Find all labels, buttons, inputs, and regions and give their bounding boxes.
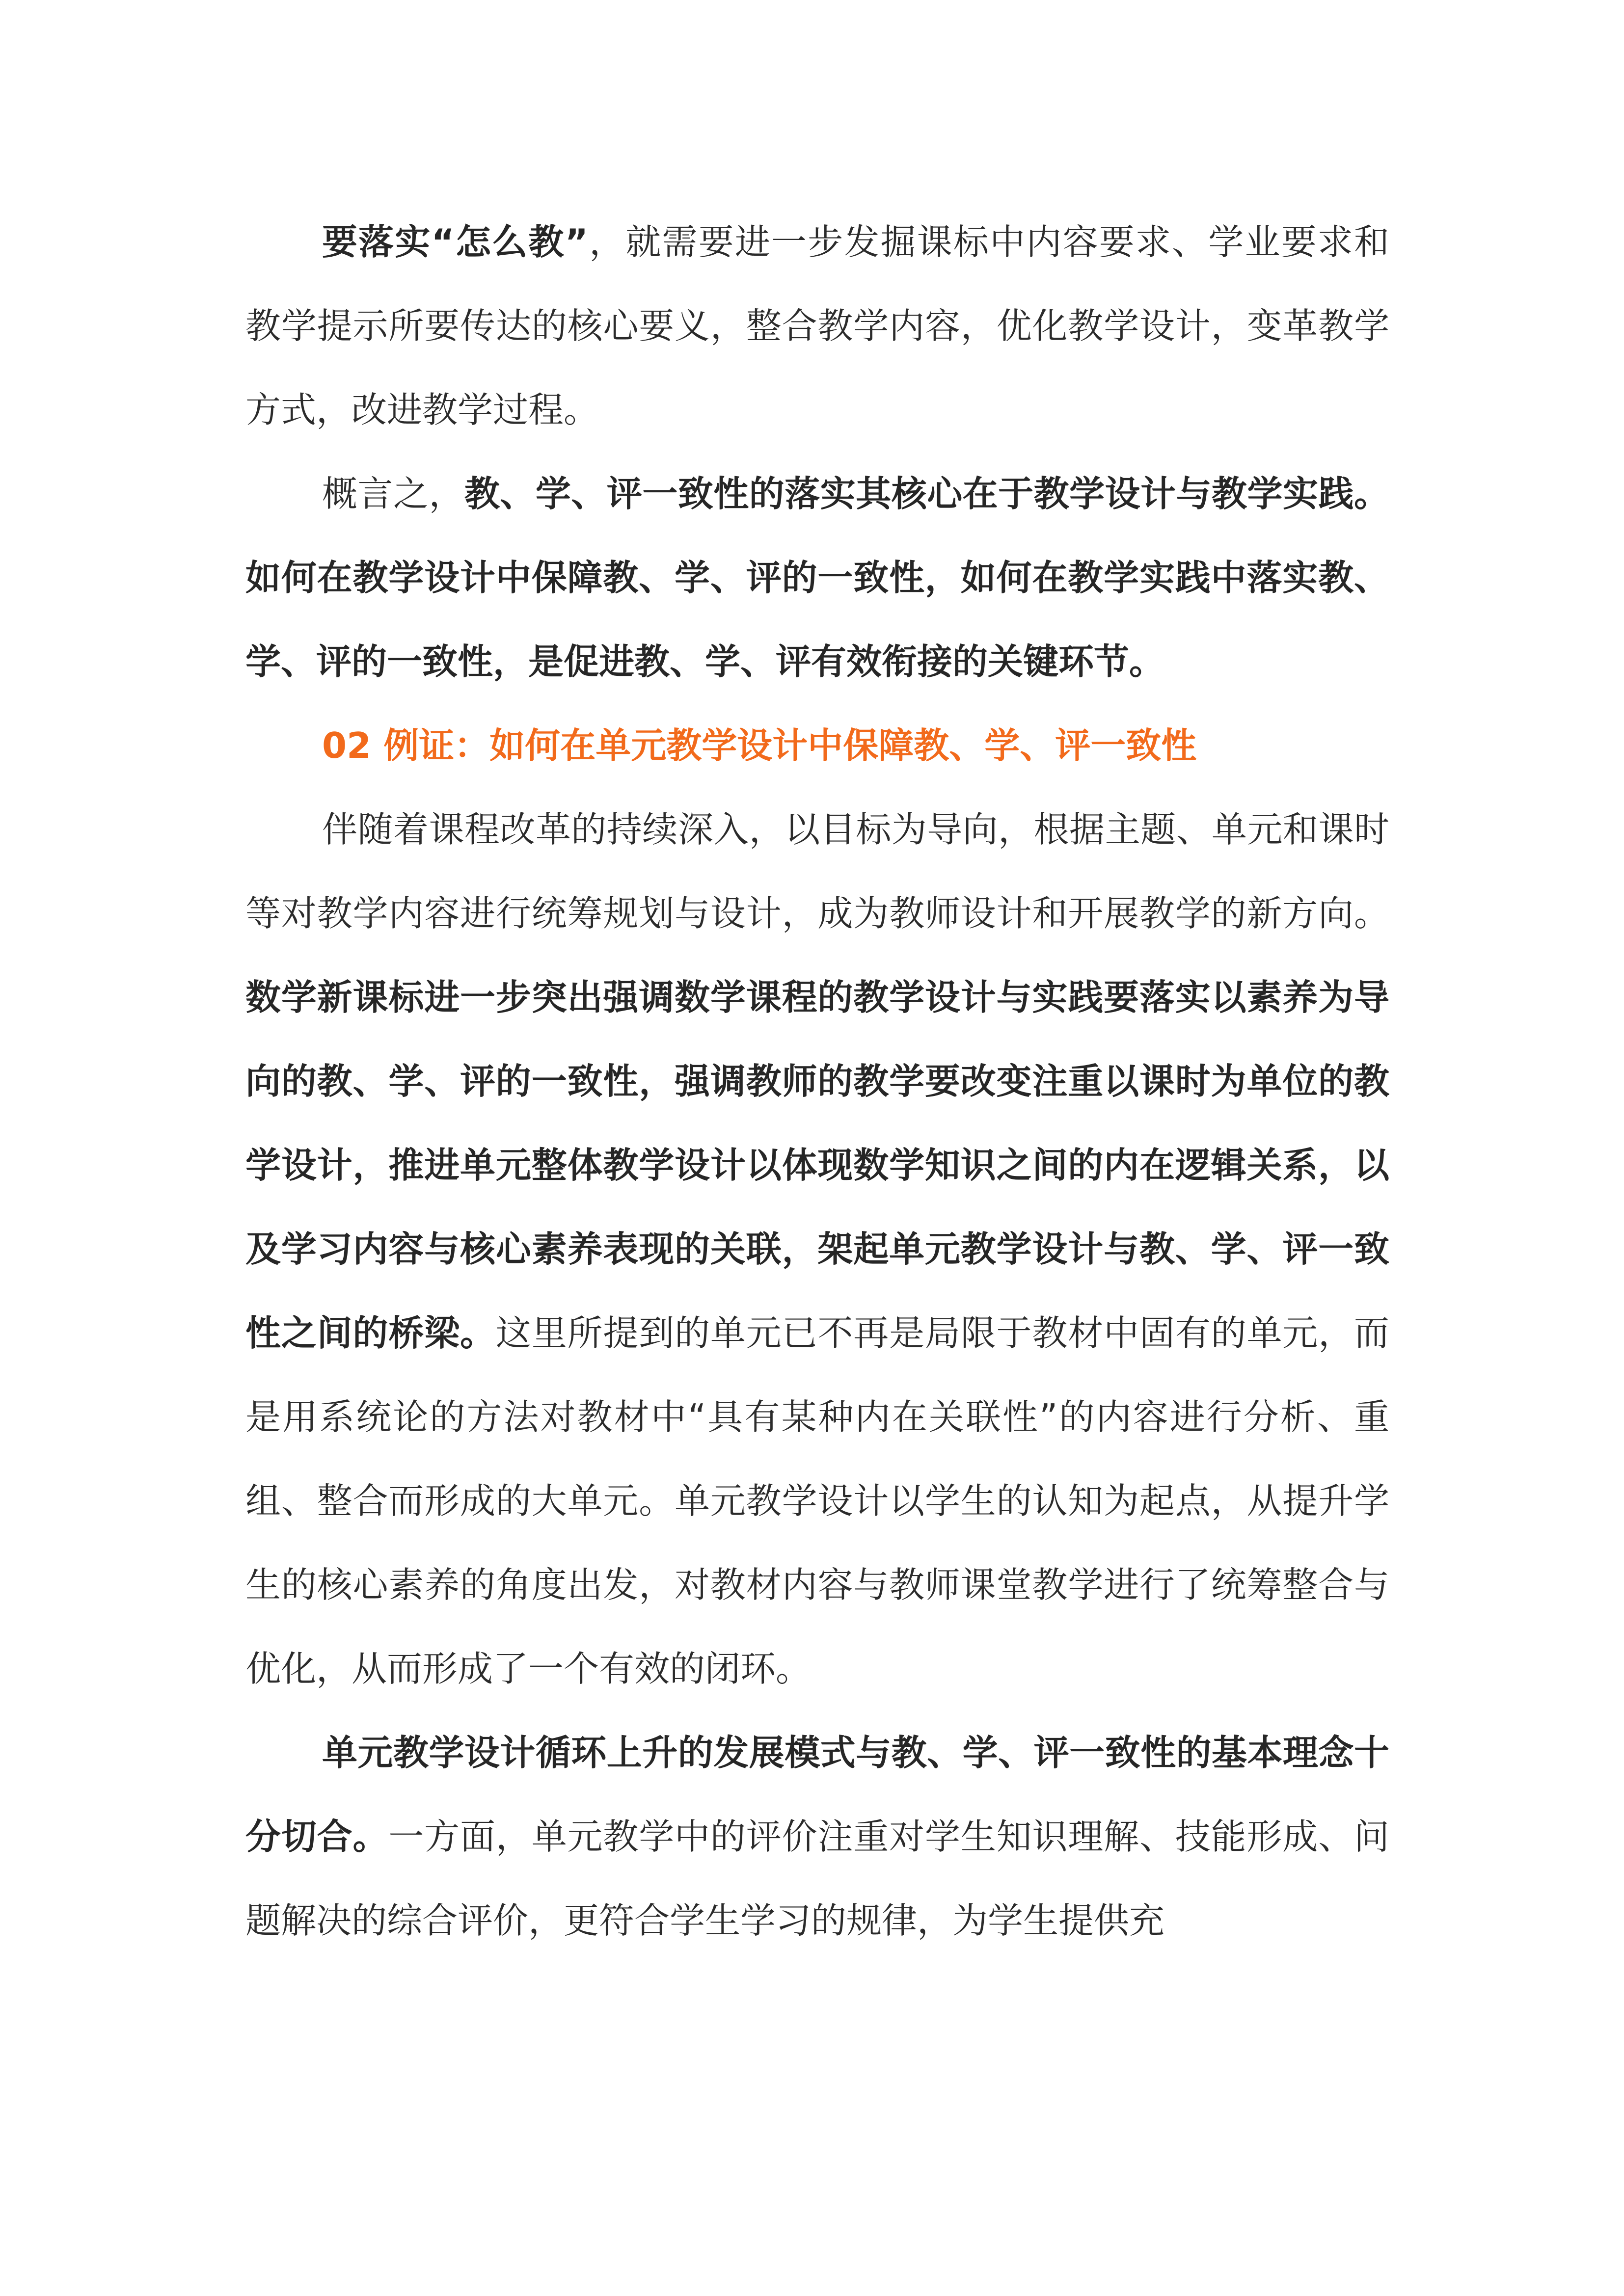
body-text: 概言之， [322, 473, 464, 514]
section-heading: 02 例证：如何在单元教学设计中保障教、学、评一致性 [322, 725, 1197, 766]
body-text: 伴随着课程改革的持续深入，以目标为导向，根据主题、单元和课时等对教学内容进行统筹规划与设计，成为教师设计和开展教学的新方向。 [245, 809, 1389, 934]
paragraph-development-mode [245, 1711, 1389, 1963]
paragraph-how-to-teach [245, 200, 1389, 452]
body-text: 一方面，单元教学中的评价注重对学生知识理解、技能形成、问题解决的综合评价，更符合学生学习的规律，为学生提供充 [245, 1816, 1389, 1941]
paragraph-unit-design [245, 788, 1389, 1711]
body-text: ，就需要进一步发掘课标中内容要求、学业要求和教学提示所要传达的核心要义，整合教学内容，优化教学设计，变革教学方式，改进教学过程。 [245, 221, 1389, 430]
bold-phrase: 要落实“怎么教” [322, 221, 588, 263]
bold-phrase: 单元教学设计循环上升的发展模式与教、学、评一致性的基本理念十分切合。 [245, 1732, 1389, 1857]
body-text: 这里所提到的单元已不再是局限于教材中固有的单元，而是用系统论的方法对教材中“具有某种内在关联性”的内容进行分析、重组、整合而形成的大单元。单元教学设计以学生的认知为起点，从提升学生的核心素养的角度出发，对教材内容与教师课堂教学进行了统筹整合与优化，从而形成了一个有效的闭环。 [245, 1312, 1389, 1689]
paragraph-summary [245, 452, 1389, 704]
bold-phrase: 教、学、评一致性的落实其核心在于教学设计与教学实践。如何在教学设计中保障教、学、评的一致性，如何在教学实践中落实教、学、评的一致性，是促进教、学、评有效衔接的关键环节。 [245, 473, 1389, 682]
bold-phrase: 数学新课标进一步突出强调数学课程的教学设计与实践要落实以素养为导向的教、学、评的一致性，强调教师的教学要改变注重以课时为单位的教学设计，推进单元整体教学设计以体现数学知识之间的内在逻辑关系，以及学习内容与核心素养表现的关联，架起单元教学设计与教、学、评一致性之间的桥梁。 [245, 977, 1389, 1354]
document-page [245, 200, 1389, 1963]
